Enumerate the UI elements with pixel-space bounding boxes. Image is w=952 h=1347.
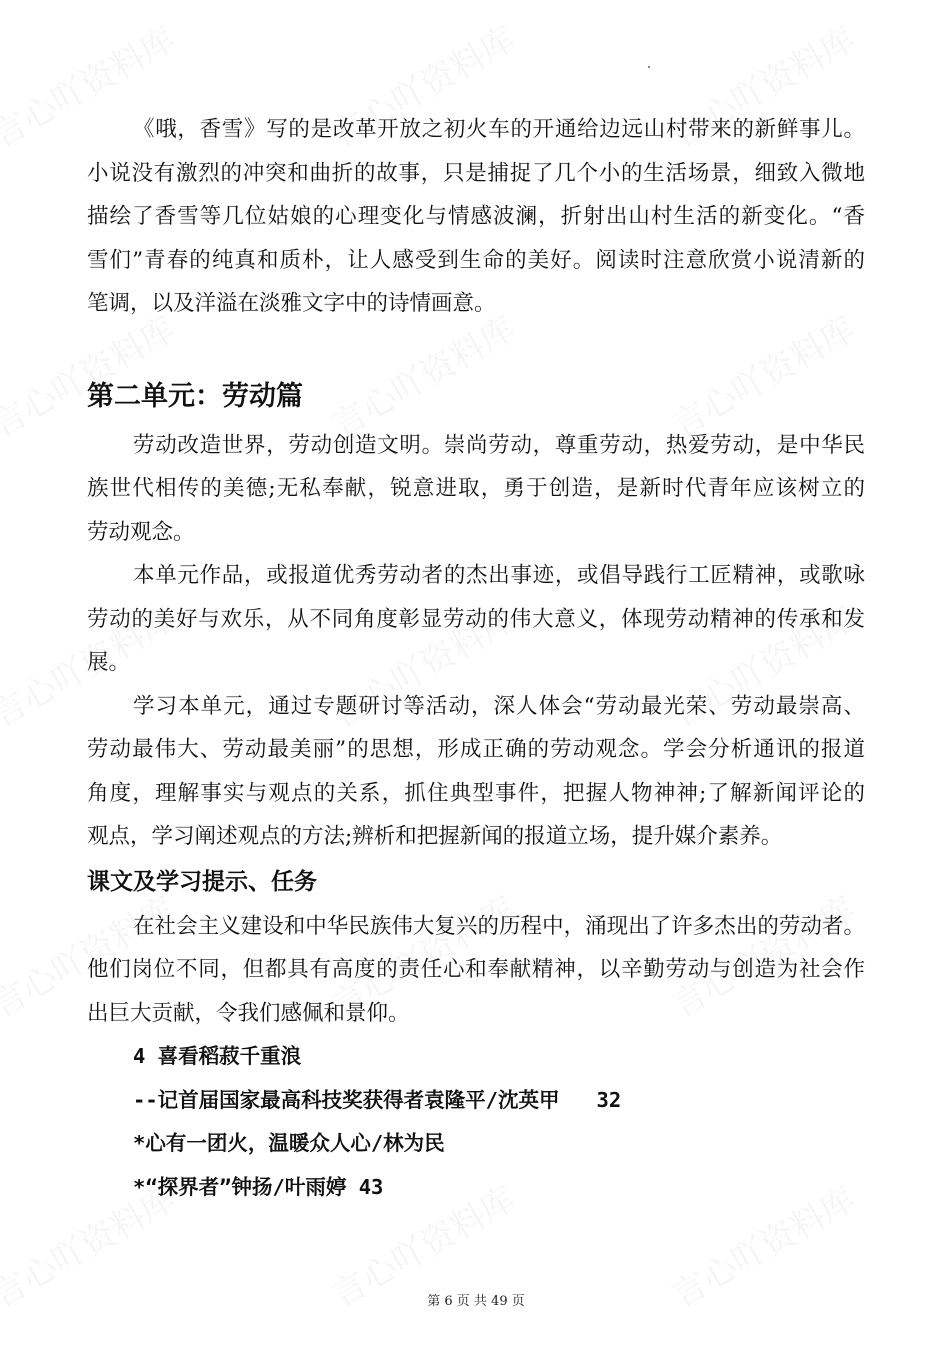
text-line: 本单元作品，或报道优秀劳动者的杰出事迹，或倡导践行工匠精神，或歌咏 bbox=[133, 563, 865, 588]
text-line: 角度，理解事实与观点的关系，抓住典型事件，把握人物神神;了解新闻评论的 bbox=[87, 780, 865, 806]
text-line: 观点，学习阐述观点的方法;辨析和把握新闻的报道立场，提升媒介素养。 bbox=[87, 824, 783, 849]
text-line: 笔调，以及洋溢在淡雅文字中的诗情画意。 bbox=[87, 291, 496, 316]
paragraph bbox=[87, 424, 865, 555]
text-line: 他们岗位不同，但都具有高度的责任心和奉献精神，以辛勤劳动与创造为社会作 bbox=[87, 957, 865, 982]
lesson-item: *“探界者”钟扬/叶雨婷 43 bbox=[133, 1174, 384, 1199]
paragraph bbox=[87, 554, 865, 685]
page-content bbox=[87, 108, 865, 1209]
text-line: 描绘了香雪等几位姑娘的心理变化与情感波澜，折射出山村生活的新变化。“香 bbox=[87, 204, 865, 229]
text-line: 劳动观念。 bbox=[87, 519, 195, 545]
text-line: 雪们”青春的纯真和质朴，让人感受到生命的美好。阅读时注意欣赏小说清新的 bbox=[87, 247, 865, 273]
unit-title: 第二单元：劳动篇 bbox=[87, 380, 303, 412]
intro-paragraph bbox=[87, 108, 865, 326]
unit-paragraphs bbox=[87, 424, 865, 859]
text-line: 在社会主义建设和中华民族伟大复兴的历程中，涌现出了许多杰出的劳动者。 bbox=[133, 913, 865, 939]
text-line: 劳动改造世界，劳动创造文明。崇尚劳动，尊重劳动，热爱劳动，是中华民 bbox=[133, 432, 865, 458]
text-line: 劳动最伟大、劳动最美丽”的思想，形成正确的劳动观念。学会分析通讯的报道 bbox=[87, 737, 865, 762]
speck bbox=[648, 66, 650, 68]
text-line: 学习本单元，通过专题研讨等活动，深人体会“劳动最光荣、劳动最崇高、 bbox=[133, 693, 865, 719]
lesson-list bbox=[87, 1035, 865, 1209]
section-title: 课文及学习提示、任务 bbox=[87, 868, 317, 895]
text-line: 族世代相传的美德;无私奉献，锐意进取，勇于创造，是新时代青年应该树立的 bbox=[87, 476, 865, 501]
text-line: 小说没有激烈的冲突和曲折的故事，只是捕捉了几个小的生活场景，细致入微地 bbox=[87, 160, 865, 186]
page-footer: 第 6 页 共 49 页 bbox=[427, 1294, 525, 1309]
lesson-item: 4 喜看稻菽千重浪 bbox=[133, 1044, 302, 1068]
section-paragraph bbox=[87, 905, 865, 1036]
lesson-item: --记首届国家最高科技奖获得者袁隆平/沈英甲 32 bbox=[133, 1087, 622, 1112]
text-line: 展。 bbox=[87, 650, 131, 675]
text-line: 《哦，香雪》写的是改革开放之初火车的开通给边远山村带来的新鲜事儿。 bbox=[133, 117, 865, 142]
lesson-item: *心有一团火，温暖众人心/林为民 bbox=[133, 1131, 445, 1155]
text-line: 出巨大贡献，令我们感佩和景仰。 bbox=[87, 1000, 410, 1026]
paragraph bbox=[87, 685, 865, 859]
text-line: 劳动的美好与欢乐，从不同角度彰显劳动的伟大意义，体现劳动精神的传承和发 bbox=[87, 606, 865, 632]
